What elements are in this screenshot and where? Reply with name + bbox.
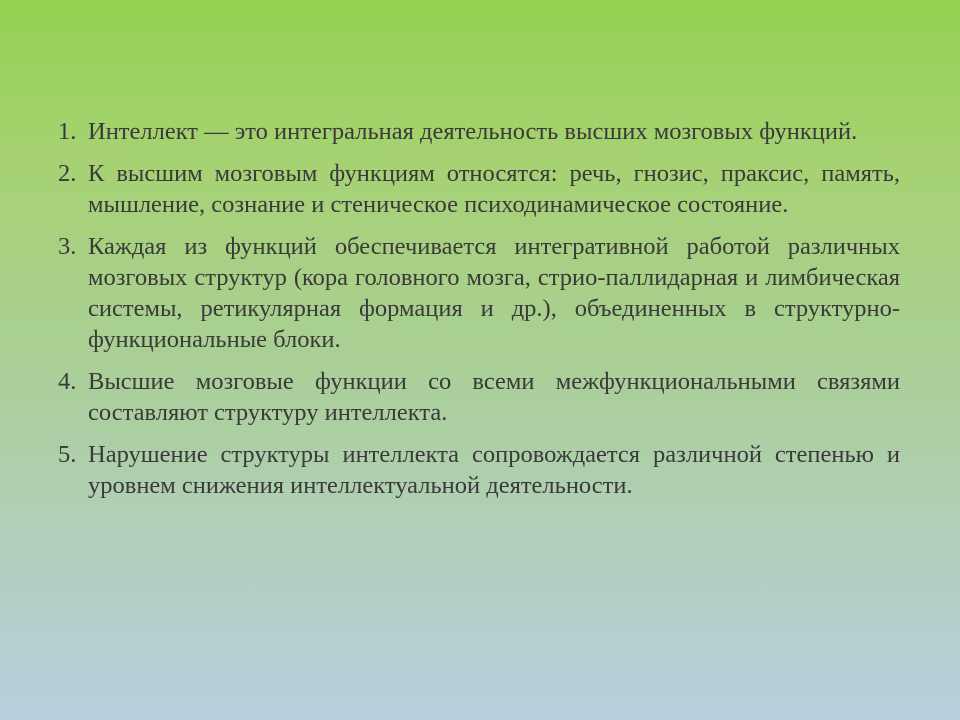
list-item: [58, 366, 900, 428]
item-text: К высшим мозговым функциям относятся: речь, гнозис, праксис, память, мышление, сознание и стеническое психодинамическое состояние.: [88, 160, 900, 218]
item-number: 4.: [58, 368, 77, 395]
item-number: 3.: [58, 233, 77, 260]
list-item: [58, 231, 900, 355]
item-text: Нарушение структуры интеллекта сопровождается различной степенью и уровнем снижения интеллектуальной деятельности.: [88, 441, 900, 499]
list-item: [58, 158, 900, 220]
item-text: Каждая из функций обеспечивается интегративной работой различных мозговых структур (кора головного мозга, стрио-паллидарная и лимбическая системы, ретикулярная формация и др.), объединенных в структурно-функциональные блоки.: [88, 233, 900, 353]
item-text: Высшие мозговые функции со всеми межфункциональными связями составляют структуру интеллекта.: [88, 368, 900, 426]
list-item: [58, 439, 900, 501]
list-item: [58, 116, 900, 147]
numbered-list: [58, 116, 900, 512]
item-number: 2.: [58, 160, 77, 187]
item-text: Интеллект — это интегральная деятельность высших мозговых функций.: [88, 118, 858, 145]
item-number: 5.: [58, 441, 77, 468]
item-number: 1.: [58, 118, 77, 145]
